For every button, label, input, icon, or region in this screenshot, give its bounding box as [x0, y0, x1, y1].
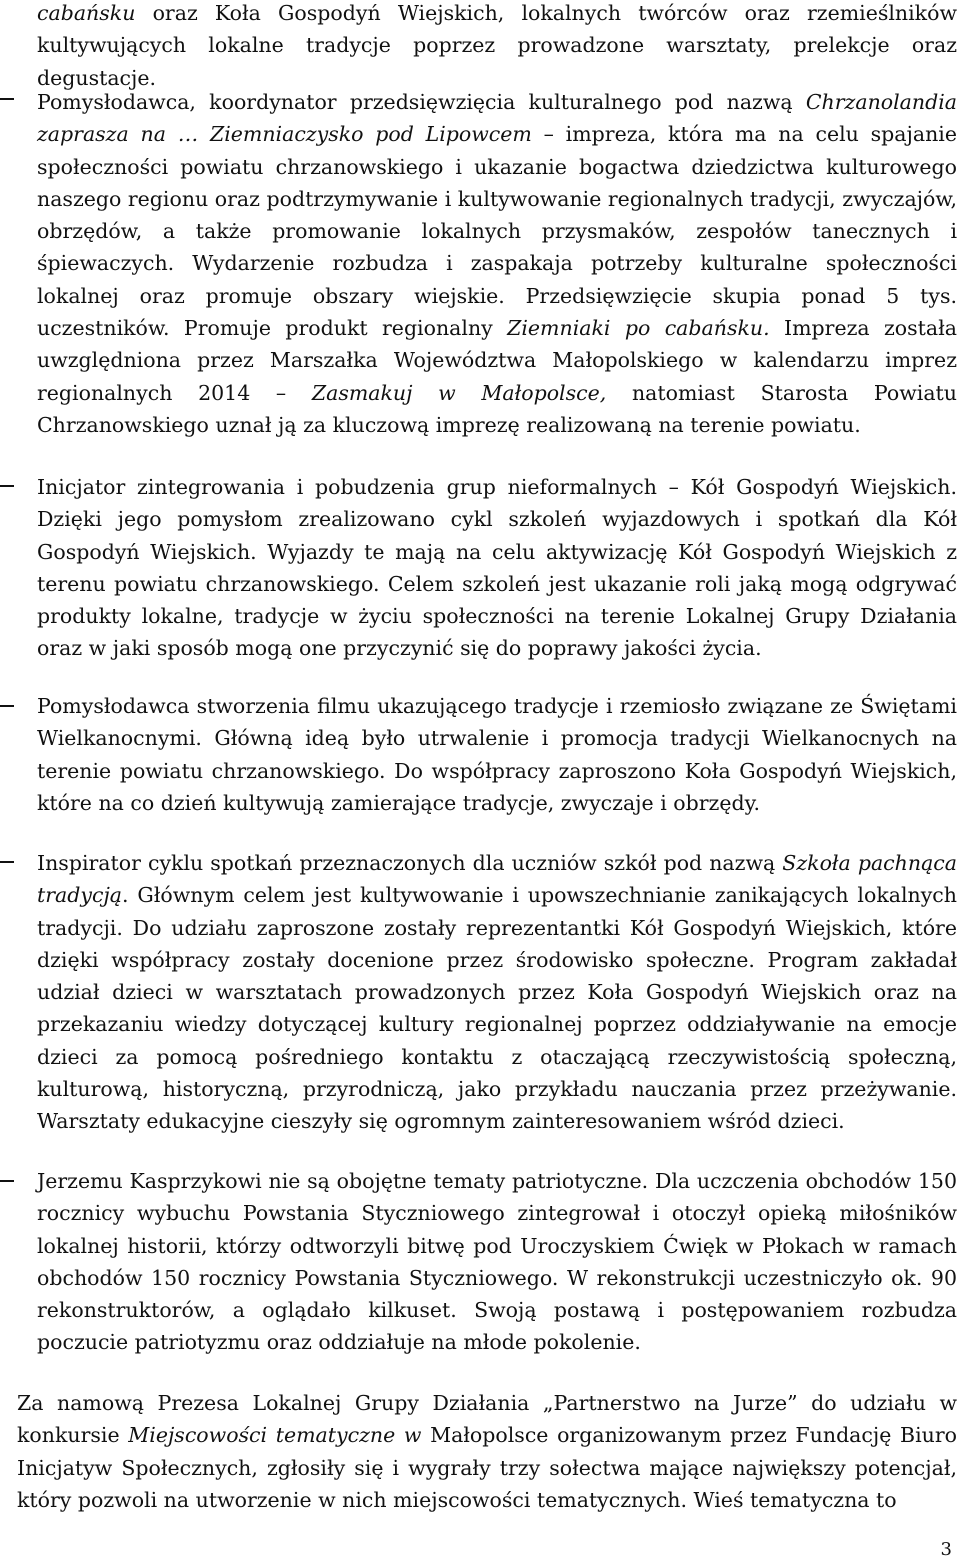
italic-program-name: Szkoła pachnąca tradycją — [37, 851, 957, 908]
italic-campaign-name: Zasmakuj w Małopolsce, — [311, 380, 607, 405]
paragraph-text: Inspirator cyklu spotkań przeznaczonych dla uczniów szkół pod nazwą — [37, 851, 783, 875]
list-item-chrzanolandia — [37, 86, 957, 441]
paragraph-final — [17, 1387, 957, 1516]
italic-text: cabańsku — [37, 1, 136, 25]
paragraph-text: – impreza, która ma na celu spajanie społeczności powiatu chrzanowskiego i ukazanie bogactwa dziedzictwa kulturowego naszego regionu oraz podtrzymywanie i kultywowanie regionalnych tradycji, zwyczajów, obrzędów, a także promowanie lokalnych przysmaków, zespołów tanecznych i śpiewaczych. Wydarzenie rozbudza i zaspakaja potrzeby kulturalne społeczności lokalnej oraz promuje obszary wiejskie. Przedsięwzięcie skupia ponad 5 tys. uczestników. Promuje produkt regionalny — [37, 122, 957, 341]
paragraph-text: Małopolsce organizowanym przez Fundację Biuro Inicjatyw Społecznych, zgłosiły się i wygrały trzy sołectwa mające największy potencjał, który pozwoli na utworzenie w nich miejscowości tematycznych. Wieś tematyczna to — [17, 1423, 957, 1512]
italic-product-name: Ziemniaki po cabańsku. — [507, 316, 770, 341]
italic-event-name: Chrzanolandia zaprasza na … Ziemniaczysko pod Lipowcem — [37, 90, 957, 147]
list-bullet-dash — [0, 485, 14, 487]
list-bullet-dash — [0, 1180, 14, 1182]
list-bullet-dash — [0, 705, 14, 707]
paragraph-continuation — [37, 0, 957, 94]
paragraph-text: Pomysłodawca stworzenia filmu ukazującego tradycje i rzemiosło związane ze Świętami Wielkanocnymi. Główną ideą było utrwalenie i promocja tradycji Wielkanocnych na terenie powiatu chrzanowskiego. Do współpracy zaproszono Koła Gospodyń Wiejskich, które na co dzień kultywują zamierające tradycje, zwyczaje i obrzędy. — [37, 694, 957, 815]
list-item-kola-gospodyn — [37, 471, 957, 665]
paragraph-text: oraz Koła Gospodyń Wiejskich, lokalnych twórców oraz rzemieślników kultywujących lokalne tradycje poprzez prowadzone warsztaty, prelekcje oraz degustacje. — [37, 1, 957, 90]
page-number: 3 — [940, 1539, 952, 1560]
paragraph-text: Inicjator zintegrowania i pobudzenia grup nieformalnych – Kół Gospodyń Wiejskich. Dzięki jego pomysłom zrealizowano cykl szkoleń wyjazdowych i spotkań dla Kół Gospodyń Wiejskich. Wyjazdy te mają na celu aktywizację Kół Gospodyń Wiejskich z terenu powiatu chrzanowskiego. Celem szkoleń jest ukazanie roli jaką mogą odgrywać produkty lokalne, tradycje w życiu społeczności na terenie Lokalnej Grupy Działania oraz w jaki sposób mogą one przyczynić się do poprawy jakości życia. — [37, 475, 957, 661]
italic-contest-name: Miejscowości tematyczne w — [128, 1423, 422, 1448]
paragraph-text: . Głównym celem jest kultywowanie i upowszechnianie zanikających lokalnych tradycji. Do udziału zaproszone zostały reprezentantki Kół Gospodyń Wiejskich, które dzięki współpracy zostały docenione przez środowisko społeczne. Program zakładał udział dzieci w warsztatach prowadzonych przez Koła Gospodyń Wiejskich oraz na przekazaniu wiedzy dotyczącej kultury regionalnej poprzez oddziaływanie na emocje dzieci za pomocą pośredniego kontaktu z otaczającą rzeczywistością społeczną, kulturową, historyczną, przyrodniczą, jako przykładu nauczania przez przeżywanie. Warsztaty edukacyjne cieszyły się ogromnym zainteresowaniem wśród dzieci. — [37, 883, 957, 1134]
paragraph-text: Pomysłodawca, koordynator przedsięwzięcia kulturalnego pod nazwą — [37, 90, 806, 114]
list-item-film — [37, 690, 957, 819]
paragraph-text: natomiast Starosta Powiatu Chrzanowskiego uznał ją za kluczową imprezę realizowaną na terenie powiatu. — [37, 380, 957, 437]
list-bullet-dash — [0, 861, 14, 863]
paragraph-text: Za namową Prezesa Lokalnej Grupy Działania „Partnerstwo na Jurze” do udziału w konkursie — [17, 1391, 957, 1448]
list-item-patriotyzm — [37, 1165, 957, 1359]
paragraph-text: Impreza została uwzględniona przez Marszałka Województwa Małopolskiego w kalendarzu imprez regionalnych 2014 – — [37, 316, 957, 405]
paragraph-text: Jerzemu Kasprzykowi nie są obojętne tematy patriotyczne. Dla uczczenia obchodów 150 rocznicy wybuchu Powstania Styczniowego zintegrował i otoczył opieką miłośników lokalnej historii, którzy odtworzyli bitwę pod Uroczyskiem Ćwięk w Płokach w ramach obchodów 150 rocznicy Powstania Styczniowego. W rekonstrukcji uczestniczyło ok. 90 rekonstruktorów, a oglądało kilkuset. Swoją postawą i postępowaniem rozbudza poczucie patriotyzmu oraz oddziałuje na młode pokolenie. — [37, 1169, 957, 1355]
list-bullet-dash — [0, 98, 14, 100]
list-item-szkola — [37, 847, 957, 1138]
